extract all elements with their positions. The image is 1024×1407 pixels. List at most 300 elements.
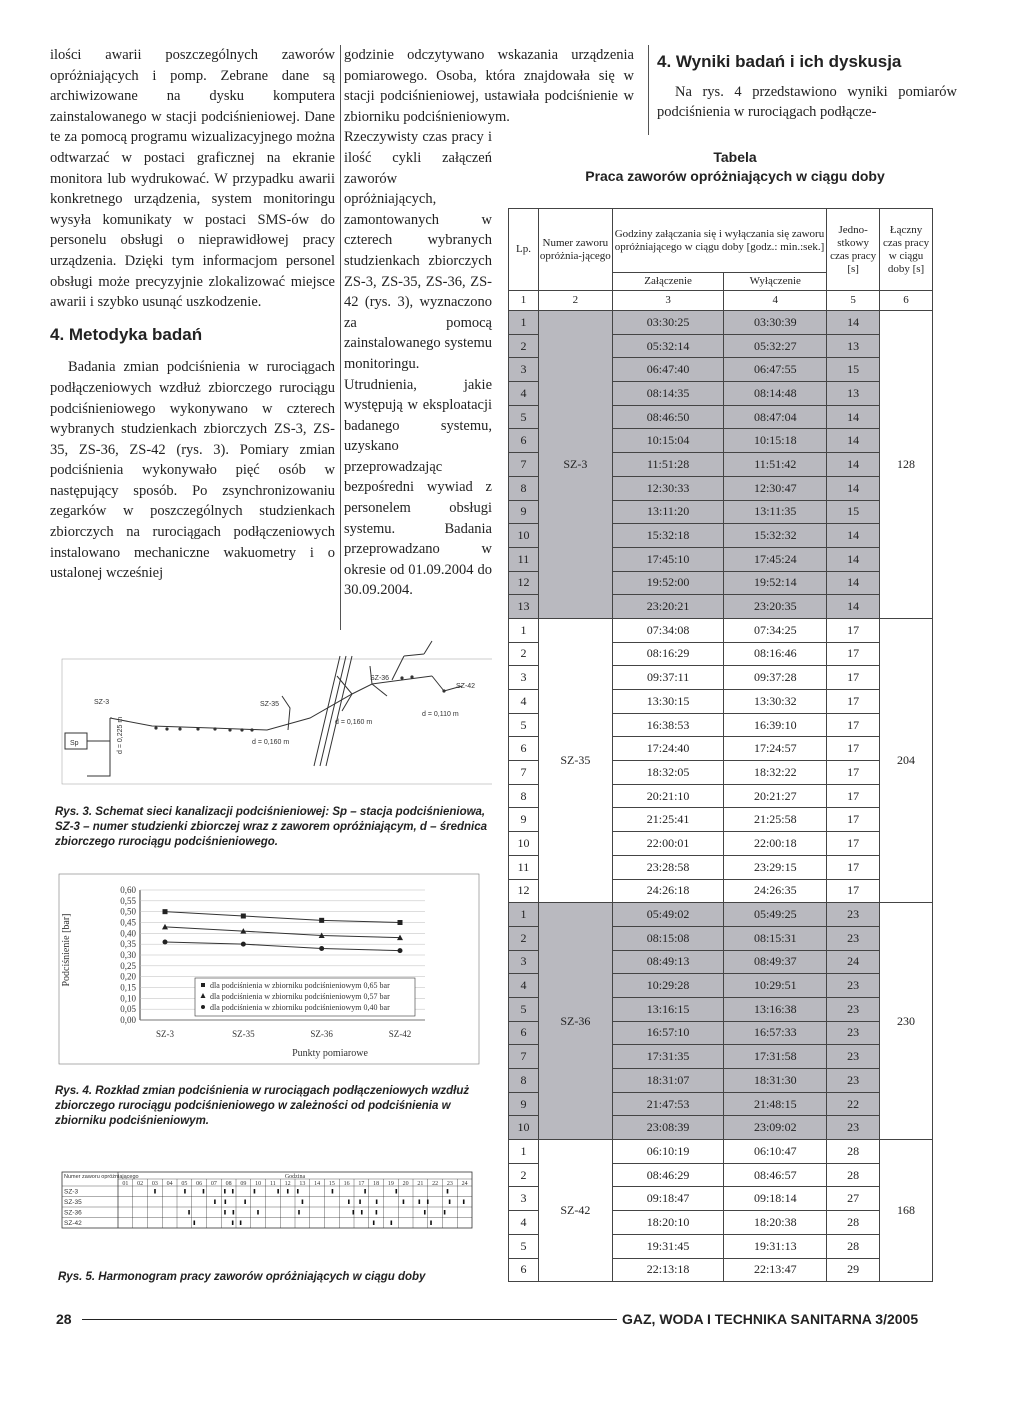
header-on: Załączenie (612, 273, 724, 291)
hour-label: 05 (181, 1181, 188, 1187)
cell-off-time: 15:32:32 (724, 524, 827, 548)
figure-4-caption: Rys. 4. Rozkład zmian podciśnienia w rurociągach podłączeniowych wzdłuż zbiorczego rurociągu podciśnieniowego w zależności od podciśnienia w zbiorniku podciśnieniowym. (55, 1085, 470, 1127)
label-sz35: SZ-35 (260, 701, 280, 708)
cell-off-time: 08:49:37 (724, 950, 827, 974)
cell-on-time: 24:26:18 (612, 879, 724, 903)
cell-unit-time: 17 (827, 618, 880, 642)
operation-mark (444, 1210, 446, 1215)
cell-unit-time: 23 (827, 974, 880, 998)
cell-off-time: 18:32:22 (724, 761, 827, 785)
cell-on-time: 18:31:07 (612, 1069, 724, 1093)
operation-mark (232, 1221, 234, 1226)
cell-unit-time: 23 (827, 926, 880, 950)
cell-total-time: 128 (880, 311, 933, 619)
cell-off-time: 08:14:48 (724, 382, 827, 406)
y-tick-label: 0,20 (120, 971, 136, 982)
hour-label: 24 (461, 1181, 468, 1187)
hour-label: 14 (314, 1181, 321, 1187)
cell-on-time: 23:08:39 (612, 1116, 724, 1140)
hour-label: 13 (299, 1181, 306, 1187)
operation-mark (376, 1210, 378, 1215)
valve-label: SZ-3 (64, 1188, 79, 1196)
series-line (165, 942, 400, 951)
cell-unit-time: 17 (827, 761, 880, 785)
cell-off-time: 23:09:02 (724, 1116, 827, 1140)
header-total-time: Łączny czas pracy w ciągu doby [s] (880, 209, 933, 291)
text-column-left (50, 45, 335, 584)
cell-unit-time: 14 (827, 571, 880, 595)
cell-lp: 3 (509, 666, 539, 690)
cell-unit-time: 14 (827, 453, 880, 477)
cell-lp: 12 (509, 879, 539, 903)
cell-off-time: 24:26:35 (724, 879, 827, 903)
header-hours: Godziny załączania się i wyłączania się zaworu opróżniającego w ciągu doby [godz.: min.:sek.] (612, 209, 826, 273)
cell-unit-time: 17 (827, 855, 880, 879)
cell-on-time: 13:11:20 (612, 500, 724, 524)
cell-unit-time: 17 (827, 642, 880, 666)
header-off: Wyłączenie (724, 273, 827, 291)
operation-mark (233, 1210, 235, 1215)
figure-3-caption: Rys. 3. Schemat sieci kanalizacji podciśnieniowej: Sp – stacja podciśnieniowa, SZ-3 – numer studzienki zbiorczej wraz z zaworem opróżniającym, d – średnica zbiorczego rurociągu podciśnieniowego. (55, 806, 488, 848)
cell-lp: 2 (509, 642, 539, 666)
cell-lp: 7 (509, 761, 539, 785)
table-row (509, 618, 933, 642)
cell-on-time: 23:28:58 (612, 855, 724, 879)
hour-label: 04 (166, 1181, 173, 1187)
cell-on-time: 06:10:19 (612, 1140, 724, 1164)
cell-on-time: 05:32:14 (612, 334, 724, 358)
y-tick-label: 0,45 (120, 917, 136, 928)
hour-label: 02 (137, 1181, 144, 1187)
cell-on-time: 09:18:47 (612, 1187, 724, 1211)
column-number: 1 (509, 291, 539, 311)
operation-mark (214, 1200, 216, 1205)
page-number: 28 (56, 1311, 72, 1327)
cell-on-time: 18:20:10 (612, 1211, 724, 1235)
column-divider (648, 45, 649, 135)
cell-unit-time: 29 (827, 1258, 880, 1282)
label-sz36: SZ-36 (370, 675, 390, 682)
cell-total-time: 204 (880, 618, 933, 902)
cell-lp: 11 (509, 547, 539, 571)
cell-off-time: 23:20:35 (724, 595, 827, 619)
cell-unit-time: 17 (827, 832, 880, 856)
cell-off-time: 08:15:31 (724, 926, 827, 950)
cell-unit-time: 23 (827, 1045, 880, 1069)
cell-unit-time: 14 (827, 429, 880, 453)
cell-on-time: 09:37:11 (612, 666, 724, 690)
cell-unit-time: 17 (827, 879, 880, 903)
operation-mark (302, 1200, 304, 1205)
cell-unit-time: 14 (827, 547, 880, 571)
cell-unit-time: 23 (827, 997, 880, 1021)
data-point-circle (398, 948, 403, 953)
valve-label: SZ-35 (64, 1199, 82, 1206)
y-tick-label: 0,00 (120, 1015, 136, 1025)
operation-mark (244, 1200, 246, 1205)
operation-mark (353, 1210, 355, 1215)
hour-label: 23 (446, 1181, 453, 1187)
hour-label: 20 (402, 1181, 409, 1187)
cell-off-time: 09:18:14 (724, 1187, 827, 1211)
cell-on-time: 08:14:35 (612, 382, 724, 406)
legend-entry: dla podciśnienia w zbiorniku podciśnieniowym 0,65 bar (210, 981, 390, 990)
hours-label: Godzina (284, 1174, 306, 1180)
label-sp: Sp (70, 740, 79, 747)
operation-mark (224, 1210, 226, 1215)
operation-mark (298, 1210, 300, 1215)
hour-label: 18 (373, 1181, 380, 1187)
main-pipe (110, 718, 112, 776)
cell-unit-time: 23 (827, 1116, 880, 1140)
table-row (509, 903, 933, 927)
cell-off-time: 05:32:27 (724, 334, 827, 358)
operation-mark (449, 1200, 451, 1205)
cell-unit-time: 28 (827, 1234, 880, 1258)
y-tick-label: 0,35 (120, 939, 136, 950)
operation-mark (419, 1200, 421, 1205)
cell-off-time: 13:30:32 (724, 690, 827, 714)
cell-on-time: 08:16:29 (612, 642, 724, 666)
cell-off-time: 17:31:58 (724, 1045, 827, 1069)
cell-off-time: 03:30:39 (724, 311, 827, 335)
x-tick-label: SZ-35 (232, 1029, 255, 1039)
journal-name: GAZ, WODA I TECHNIKA SANITARNA 3/2005 (622, 1311, 919, 1327)
cell-off-time: 07:34:25 (724, 618, 827, 642)
hour-label: 17 (358, 1181, 365, 1187)
cell-lp: 2 (509, 926, 539, 950)
cell-valve: SZ-36 (538, 903, 612, 1140)
cell-off-time: 23:29:15 (724, 855, 827, 879)
label-d2: d = 0,160 m (252, 739, 290, 746)
label-d1: d = 0,225 m (117, 716, 124, 754)
operation-mark (254, 1189, 256, 1194)
column-number: 3 (612, 291, 724, 311)
network-schematic (52, 636, 492, 786)
cell-unit-time: 28 (827, 1211, 880, 1235)
cell-unit-time: 24 (827, 950, 880, 974)
x-axis-label: Punkty pomiarowe (292, 1048, 368, 1059)
cell-on-time: 19:52:00 (612, 571, 724, 595)
branch-pipes (337, 641, 462, 711)
hour-label: 01 (122, 1181, 129, 1187)
hour-label: 11 (269, 1181, 276, 1187)
hour-label: 03 (151, 1181, 158, 1187)
cell-valve: SZ-3 (538, 311, 612, 619)
cell-off-time: 10:29:51 (724, 974, 827, 998)
cell-on-time: 12:30:33 (612, 476, 724, 500)
cell-lp: 1 (509, 618, 539, 642)
header-valve-number: Numer zaworu opróżnia-jącego (538, 209, 612, 291)
cell-on-time: 17:31:35 (612, 1045, 724, 1069)
operation-mark (391, 1221, 393, 1226)
cell-off-time: 19:31:13 (724, 1234, 827, 1258)
cell-lp: 7 (509, 1045, 539, 1069)
cell-lp: 9 (509, 808, 539, 832)
hour-label: 06 (196, 1181, 203, 1187)
cell-on-time: 10:29:28 (612, 974, 724, 998)
cell-off-time: 21:25:58 (724, 808, 827, 832)
operation-mark (184, 1189, 186, 1194)
operation-mark (364, 1189, 366, 1194)
operation-mark (373, 1221, 375, 1226)
cell-total-time: 230 (880, 903, 933, 1140)
operation-mark (297, 1189, 299, 1194)
cell-lp: 7 (509, 453, 539, 477)
x-tick-label: SZ-36 (310, 1029, 333, 1039)
column-number: 4 (724, 291, 827, 311)
cell-unit-time: 14 (827, 311, 880, 335)
cell-on-time: 06:47:40 (612, 358, 724, 382)
hour-label: 15 (328, 1181, 335, 1187)
cell-off-time: 08:16:46 (724, 642, 827, 666)
cell-lp: 1 (509, 311, 539, 335)
hour-label: 21 (417, 1181, 424, 1187)
cell-off-time: 18:20:38 (724, 1211, 827, 1235)
cell-lp: 9 (509, 1092, 539, 1116)
y-tick-label: 0,40 (120, 928, 136, 939)
operation-mark (395, 1189, 397, 1194)
cell-lp: 1 (509, 903, 539, 927)
operation-mark (188, 1210, 190, 1215)
cell-unit-time: 14 (827, 595, 880, 619)
cell-on-time: 19:31:45 (612, 1234, 724, 1258)
cell-lp: 5 (509, 1234, 539, 1258)
series-line (165, 927, 400, 938)
cell-on-time: 13:30:15 (612, 690, 724, 714)
operation-mark (240, 1221, 242, 1226)
operation-mark (225, 1200, 227, 1205)
x-tick-label: SZ-3 (156, 1029, 174, 1039)
cell-on-time: 22:13:18 (612, 1258, 724, 1282)
hour-label: 12 (284, 1181, 291, 1187)
cell-valve: SZ-42 (538, 1140, 612, 1282)
hour-label: 08 (225, 1181, 232, 1187)
cell-lp: 5 (509, 713, 539, 737)
paragraph: Rzeczywisty czas pracy i ilość cykli załączeń zaworów opróżniających, zamontowanych w czterech wybranych studzienkach zbiorczych ZS-3, ZS-35, ZS-36, ZS-42 (rys. 3), wyznaczono za pomocą zainstalowanego systemu monitoringu. Utrudnienia, jakie występują w eksploatacji badanego systemu, uzyskano przeprowadzając bezpośredni wywiad z personelem obsługi systemu. Badania przeprowadzano w okresie od 01.09.2004 do 30.09.2004. (344, 129, 492, 599)
operation-mark (430, 1221, 432, 1226)
cell-lp: 6 (509, 737, 539, 761)
cell-total-time: 168 (880, 1140, 933, 1282)
cell-unit-time: 27 (827, 1187, 880, 1211)
operation-mark (403, 1200, 405, 1205)
cell-on-time: 13:16:15 (612, 997, 724, 1021)
cell-off-time: 20:21:27 (724, 784, 827, 808)
operation-mark (332, 1189, 334, 1194)
cell-off-time: 16:57:33 (724, 1021, 827, 1045)
cell-off-time: 18:31:30 (724, 1069, 827, 1093)
section-heading: 4. Metodyka badań (50, 324, 203, 344)
data-point-square (319, 918, 324, 923)
valve-label: SZ-42 (64, 1220, 82, 1227)
cell-off-time: 10:15:18 (724, 429, 827, 453)
operation-mark (224, 1189, 226, 1194)
operation-mark (287, 1189, 289, 1194)
cell-on-time: 11:51:28 (612, 453, 724, 477)
y-axis-label: Podciśnienie [bar] (61, 913, 72, 987)
cell-off-time: 16:39:10 (724, 713, 827, 737)
cell-unit-time: 17 (827, 713, 880, 737)
legend-marker (201, 983, 205, 987)
cell-on-time: 10:15:04 (612, 429, 724, 453)
hour-label: 07 (210, 1181, 217, 1187)
cell-off-time: 06:10:47 (724, 1140, 827, 1164)
cell-lp: 8 (509, 784, 539, 808)
cell-lp: 4 (509, 382, 539, 406)
legend-marker (201, 1005, 205, 1009)
cell-lp: 1 (509, 1140, 539, 1164)
cell-unit-time: 14 (827, 476, 880, 500)
operation-mark (424, 1210, 426, 1215)
cell-lp: 6 (509, 1021, 539, 1045)
paragraph: Badania zmian podciśnienia w rurociągach podłączeniowych wzdłuż zbiorczego rurociągu podciśnieniowego wykonywano w czterech wybranych studzienkach zbiorczych ZS-3, ZS-35, ZS-36, ZS-42 (rys. 3). Pomiary zmian podciśnienia wykonywało pięć osób w następujący sposób. Po zsynchronizowaniu zegarków w poszczególnych studzienkach zbiorczych na rurociągach podłączeniowych instalowano mechaniczne wakuometry i o ustalonej wcześniej (50, 359, 335, 582)
cell-on-time: 16:38:53 (612, 713, 724, 737)
text-column-right (657, 52, 957, 122)
cell-unit-time: 17 (827, 690, 880, 714)
y-tick-label: 0,25 (120, 960, 136, 971)
cell-off-time: 08:47:04 (724, 405, 827, 429)
cell-on-time: 08:15:08 (612, 926, 724, 950)
paragraph: Na rys. 4 przedstawiono wyniki pomiarów podciśnienia w rurociągach podłącze- (657, 84, 957, 120)
pressure-chart (55, 870, 495, 1070)
cell-unit-time: 14 (827, 405, 880, 429)
operation-mark (376, 1200, 378, 1205)
header-lp: Lp. (509, 209, 539, 291)
footer-rule (82, 1319, 617, 1320)
cell-unit-time: 14 (827, 524, 880, 548)
cell-on-time: 21:25:41 (612, 808, 724, 832)
valve-label: SZ-36 (64, 1209, 82, 1217)
y-tick-label: 0,60 (120, 885, 136, 895)
cell-lp: 8 (509, 476, 539, 500)
cell-unit-time: 23 (827, 1069, 880, 1093)
cell-unit-time: 23 (827, 1021, 880, 1045)
table-label: Tabela (713, 149, 757, 165)
operation-mark (359, 1200, 361, 1205)
operation-mark (232, 1189, 234, 1194)
table-row (509, 311, 933, 335)
cell-lp: 4 (509, 1211, 539, 1235)
data-point-circle (163, 940, 168, 945)
cell-lp: 9 (509, 500, 539, 524)
y-tick-label: 0,05 (120, 1004, 136, 1015)
cell-on-time: 15:32:18 (612, 524, 724, 548)
cell-unit-time: 15 (827, 500, 880, 524)
schedule-header-label: Numer zaworu opróżniającego (64, 1174, 139, 1180)
cell-unit-time: 15 (827, 358, 880, 382)
operation-mark (154, 1189, 156, 1194)
cell-off-time: 05:49:25 (724, 903, 827, 927)
cell-lp: 4 (509, 974, 539, 998)
cell-unit-time: 17 (827, 737, 880, 761)
operation-mark (193, 1221, 195, 1226)
cell-lp: 2 (509, 1163, 539, 1187)
cell-on-time: 20:21:10 (612, 784, 724, 808)
cell-off-time: 22:13:47 (724, 1258, 827, 1282)
column-number: 2 (538, 291, 612, 311)
paragraph: ilości awarii poszczególnych zaworów opróżniających i pomp. Zebrane dane są archiwizowane na dysku komputera zainstalowanego w stacji podciśnieniowej. Dane te za pomocą programu wizualizacyjnego można odtwarzać w postaci graficznej na ekranie monitora lub wydrukować. W przypadku awarii konkretnego urządzenia, system monitoringu wysyła komunikaty w postaci SMS-ów do personelu obsługi o nieprawidłowej pracy urządzenia. Dzięki tym informacjom personel obsługi może precyzyjnie zlokalizować miejsce awarii i szybko usunąć uszkodzenie. (50, 47, 335, 311)
label-d4: d = 0,110 m (422, 711, 459, 718)
operation-mark (361, 1210, 363, 1215)
legend-entry: dla podciśnienia w zbiorniku podciśnieniowym 0,57 bar (210, 992, 390, 1001)
cell-unit-time: 13 (827, 382, 880, 406)
y-tick-label: 0,55 (120, 895, 136, 906)
operation-mark (427, 1200, 429, 1205)
cell-on-time: 17:24:40 (612, 737, 724, 761)
cell-unit-time: 28 (827, 1163, 880, 1187)
cell-off-time: 17:24:57 (724, 737, 827, 761)
cell-off-time: 12:30:47 (724, 476, 827, 500)
cell-off-time: 17:45:24 (724, 547, 827, 571)
cell-on-time: 03:30:25 (612, 311, 724, 335)
cell-valve: SZ-35 (538, 618, 612, 902)
cell-unit-time: 17 (827, 666, 880, 690)
data-point-square (398, 920, 403, 925)
cell-off-time: 13:11:35 (724, 500, 827, 524)
cell-lp: 10 (509, 832, 539, 856)
data-point-square (163, 909, 168, 914)
cell-off-time: 08:46:57 (724, 1163, 827, 1187)
cell-lp: 10 (509, 1116, 539, 1140)
cell-lp: 12 (509, 571, 539, 595)
column-number: 5 (827, 291, 880, 311)
cell-lp: 5 (509, 997, 539, 1021)
label-sz42: SZ-42 (456, 683, 476, 690)
cell-off-time: 22:00:18 (724, 832, 827, 856)
cell-off-time: 19:52:14 (724, 571, 827, 595)
cell-off-time: 21:48:15 (724, 1092, 827, 1116)
cell-lp: 3 (509, 358, 539, 382)
table-title (505, 148, 965, 186)
cell-lp: 10 (509, 524, 539, 548)
hour-label: 22 (432, 1181, 439, 1187)
hour-label: 16 (343, 1181, 350, 1187)
street-lines (314, 656, 352, 766)
cell-unit-time: 28 (827, 1140, 880, 1164)
cell-unit-time: 23 (827, 903, 880, 927)
cell-on-time: 18:32:05 (612, 761, 724, 785)
y-tick-label: 0,15 (120, 982, 136, 993)
cell-off-time: 06:47:55 (724, 358, 827, 382)
cell-on-time: 05:49:02 (612, 903, 724, 927)
y-tick-label: 0,30 (120, 950, 136, 960)
cell-unit-time: 17 (827, 808, 880, 832)
cell-lp: 3 (509, 950, 539, 974)
section-heading: 4. Wyniki badań i ich dyskusja (657, 52, 902, 71)
data-point-square (241, 914, 246, 919)
cell-unit-time: 17 (827, 784, 880, 808)
cell-lp: 3 (509, 1187, 539, 1211)
legend-entry: dla podciśnienia w zbiorniku podciśnieniowym 0,40 bar (210, 1003, 390, 1012)
cell-off-time: 09:37:28 (724, 666, 827, 690)
cell-on-time: 07:34:08 (612, 618, 724, 642)
y-tick-label: 0,50 (120, 906, 136, 917)
cell-lp: 2 (509, 334, 539, 358)
table-row (509, 1140, 933, 1164)
hour-label: 09 (240, 1181, 247, 1187)
column-number: 6 (880, 291, 933, 311)
cell-on-time: 17:45:10 (612, 547, 724, 571)
operation-mark (463, 1200, 465, 1205)
cell-on-time: 08:46:50 (612, 405, 724, 429)
valve-operation-table (508, 208, 933, 1282)
operation-mark (447, 1189, 449, 1194)
cell-lp: 4 (509, 690, 539, 714)
cell-lp: 11 (509, 855, 539, 879)
table-caption: Praca zaworów opróżniających w ciągu doby (585, 168, 885, 184)
operation-mark (203, 1189, 205, 1194)
cell-unit-time: 13 (827, 334, 880, 358)
